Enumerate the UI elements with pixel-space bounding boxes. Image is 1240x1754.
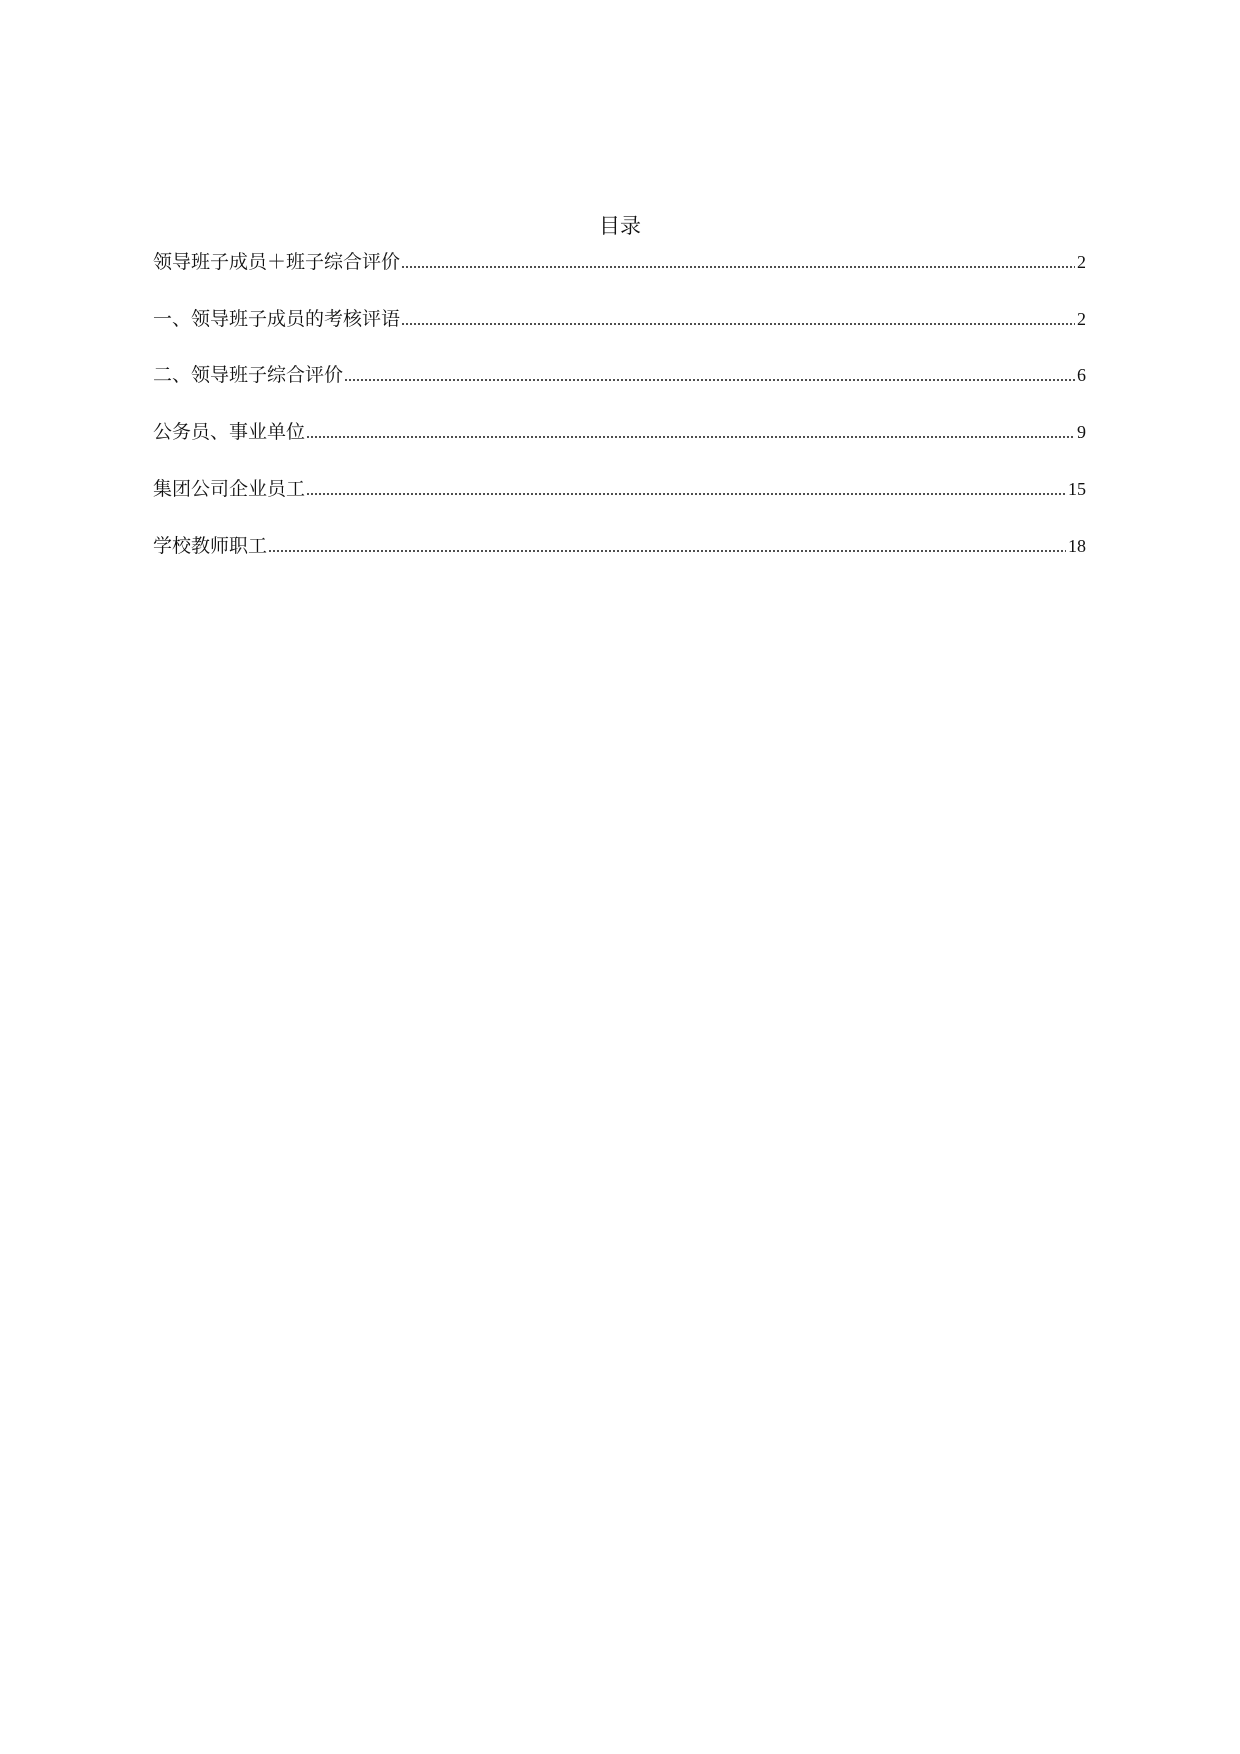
toc-entry[interactable] — [153, 474, 1086, 502]
toc-dot-leader — [306, 493, 1066, 495]
toc-dot-leader — [268, 550, 1066, 552]
toc-entry-label: 领导班子成员＋班子综合评价 — [153, 251, 401, 273]
toc-entry-page-number: 15 — [1068, 479, 1086, 499]
toc-entry-label: 一、领导班子成员的考核评语 — [153, 308, 401, 330]
toc-entry[interactable] — [153, 304, 1086, 332]
toc-entry-label: 二、领导班子综合评价 — [153, 364, 344, 386]
toc-entry-page-number: 18 — [1068, 536, 1086, 556]
toc-dot-leader — [306, 436, 1075, 438]
toc-entry-page-number: 6 — [1077, 365, 1086, 385]
toc-entry-page-number: 2 — [1077, 252, 1086, 272]
toc-entry[interactable] — [153, 247, 1086, 275]
toc-entry[interactable] — [153, 417, 1086, 445]
toc-entry-page-number: 9 — [1077, 422, 1086, 442]
toc-entry-page-number: 2 — [1077, 309, 1086, 329]
toc-title: 目录 — [599, 214, 641, 238]
toc-entry[interactable] — [153, 531, 1086, 559]
toc-entry-label: 学校教师职工 — [153, 535, 268, 557]
toc-entry-label: 公务员、事业单位 — [153, 421, 306, 443]
toc-dot-leader — [401, 323, 1075, 325]
toc-entry[interactable] — [153, 360, 1086, 388]
toc-dot-leader — [401, 266, 1075, 268]
toc-dot-leader — [344, 379, 1075, 381]
toc-entry-label: 集团公司企业员工 — [153, 478, 306, 500]
